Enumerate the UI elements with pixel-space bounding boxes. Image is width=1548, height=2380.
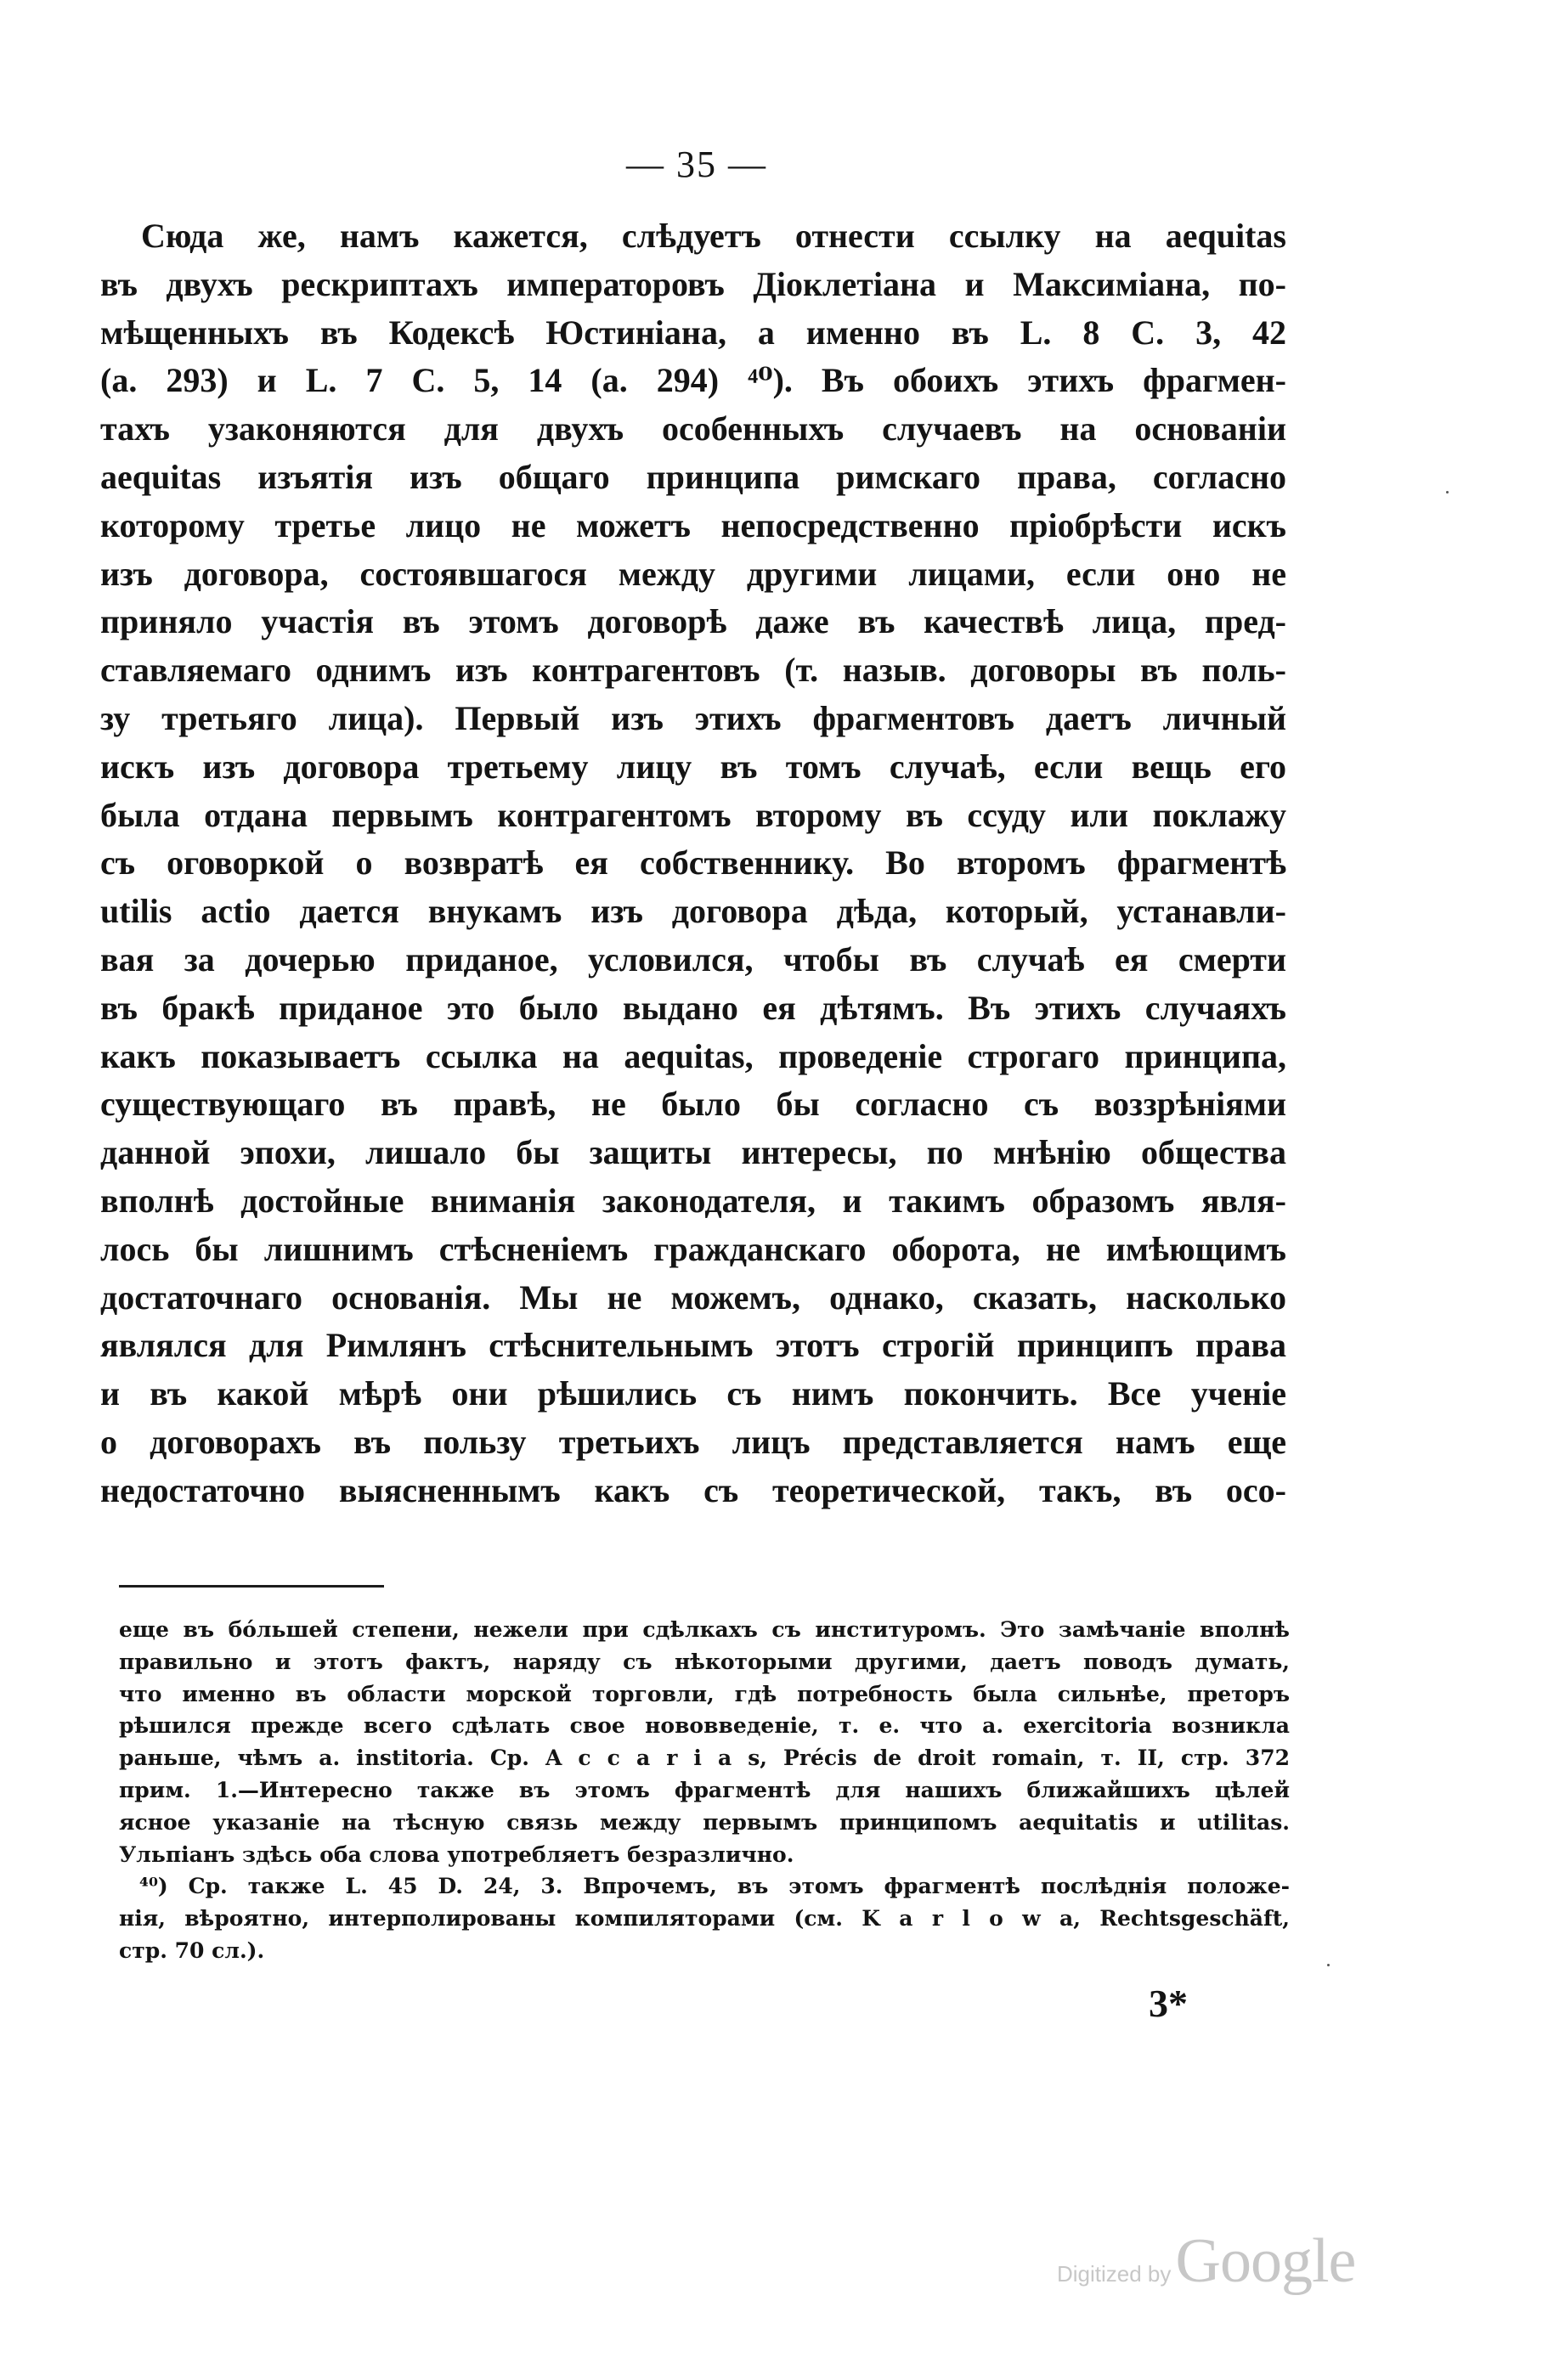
paragraph-line: приняло участія въ этомъ договорѣ даже въ качествѣ лица, пред- [100, 602, 1286, 641]
footnotes [119, 1614, 1290, 1967]
google-logo: Google [1175, 2226, 1356, 2296]
footnote-line: рѣшился прежде всего сдѣлать свое нововведеніе, т. е. что a. exercitoria возникла [119, 1713, 1290, 1739]
paragraph-line: лось бы лишнимъ стѣсненіемъ гражданскаго оборота, не имѣющимъ [100, 1229, 1286, 1268]
footnote-line: ясное указаніе на тѣсную связь между первымъ принципомъ aequitatis и utilitas. [119, 1809, 1290, 1835]
paragraph-line: какъ показываетъ ссылка на aequitas, проведеніе строгаго принципа, [100, 1036, 1286, 1075]
footnote-line: правильно и этотъ фактъ, наряду съ нѣкоторыми другими, даетъ поводъ думать, [119, 1649, 1290, 1674]
footnote-line: прим. 1.—Интересно также въ этомъ фрагментѣ для нашихъ ближайшихъ цѣлей [119, 1777, 1290, 1802]
paragraph-line: достаточнаго основанія. Мы не можемъ, однако, сказать, насколько [100, 1277, 1286, 1317]
paragraph-line: зу третьяго лица). Первый изъ этихъ фрагментовъ даетъ личный [100, 698, 1286, 737]
digitized-watermark [1057, 2225, 1355, 2307]
footnote-40-line: нія, вѣроятно, интерполированы компиляторами (см. K a r l o w a, Rechtsgeschäft, [119, 1906, 1290, 1932]
footnote-line: раньше, чѣмъ a. institoria. Cp. A c c a r i a s, Précis de droit romain, т. II, стр. 372 [119, 1746, 1290, 1771]
paragraph-line: являлся для Римлянъ стѣснительнымъ этотъ строгій принципъ права [100, 1326, 1286, 1365]
paragraph-line: данной эпохи, лишало бы защиты интересы, по мнѣнію общества [100, 1133, 1286, 1172]
paragraph-line: вая за дочерью приданое, условился, чтобы въ случаѣ ея смерти [100, 939, 1286, 979]
watermark-prefix: Digitized by [1057, 2261, 1172, 2287]
paragraph-line: изъ договора, состоявшагося между другими лицами, если оно не [100, 554, 1286, 593]
paragraph-line: о договорахъ въ пользу третьихъ лицъ представляется намъ еще [100, 1422, 1286, 1461]
paragraph-line: которому третье лицо не можетъ непосредственно пріобрѣсти искъ [100, 505, 1286, 544]
paragraph-line: недостаточно выясненнымъ какъ съ теоретической, такъ, въ осо- [100, 1470, 1286, 1509]
signature-mark: 3* [1149, 1982, 1188, 2025]
footnote-separator [119, 1585, 384, 1588]
paragraph-line: съ оговоркой о возвратѣ ея собственнику. Во второмъ фрагментѣ [100, 843, 1286, 883]
page-number: — 35 — [626, 144, 767, 185]
main-body-text [100, 212, 1286, 1515]
paragraph-line: тахъ узаконяются для двухъ особенныхъ случаевъ на основаніи [100, 409, 1286, 448]
paragraph-line: мѣщенныхъ въ Кодексѣ Юстиніана, а именно въ L. 8 C. 3, 42 [100, 313, 1286, 352]
paragraph-line: существующаго въ правѣ, не было бы согласно съ воззрѣніями [100, 1085, 1286, 1124]
paragraph-line: и въ какой мѣрѣ они рѣшились съ нимъ покончить. Все ученіе [100, 1374, 1286, 1413]
footnote-40-line: ⁴⁰) Cp. также L. 45 D. 24, 3. Впрочемъ, въ этомъ фрагментѣ послѣднія положе- [139, 1874, 1290, 1899]
paragraph-line: въ двухъ рескриптахъ императоровъ Діоклетіана и Максиміана, по- [100, 264, 1286, 303]
footnote-40-line: стр. 70 сл.). [119, 1937, 265, 1963]
scan-speck [1446, 491, 1449, 493]
paragraph-line: utilis actio дается внукамъ изъ договора дѣда, который, устанавли- [100, 892, 1286, 931]
paragraph-line: вполнѣ достойные вниманія законодателя, и такимъ образомъ явля- [100, 1181, 1286, 1220]
paragraph-line: (a. 293) и L. 7 C. 5, 14 (a. 294) ⁴⁰). Въ обоихъ этихъ фрагмен- [100, 361, 1286, 400]
paragraph-line: была отдана первымъ контрагентомъ второму въ ссуду или поклажу [100, 795, 1286, 834]
scan-speck [1327, 1964, 1330, 1966]
paragraph-line: искъ изъ договора третьему лицу въ томъ случаѣ, если вещь его [100, 747, 1286, 786]
paragraph-line: Сюда же, намъ кажется, слѣдуетъ отнести ссылку на aequitas [141, 217, 1286, 255]
footnote-line: Ульпіанъ здѣсь оба слова употребляетъ безразлично. [119, 1841, 794, 1867]
footnote-line: что именно въ области морской торговли, гдѣ потребность была сильнѣе, преторъ [119, 1681, 1290, 1706]
paragraph-line: aequitas изъятія изъ общаго принципа римскаго права, согласно [100, 457, 1286, 496]
paragraph-line: въ бракѣ приданое это было выдано ея дѣтямъ. Въ этихъ случаяхъ [100, 988, 1286, 1027]
footnote-line: еще въ бóльшей степени, нежели при сдѣлкахъ съ институромъ. Это замѣчаніе вполнѣ [119, 1617, 1290, 1642]
paragraph-line: ставляемаго однимъ изъ контрагентовъ (т. назыв. договоры въ поль- [100, 651, 1286, 690]
